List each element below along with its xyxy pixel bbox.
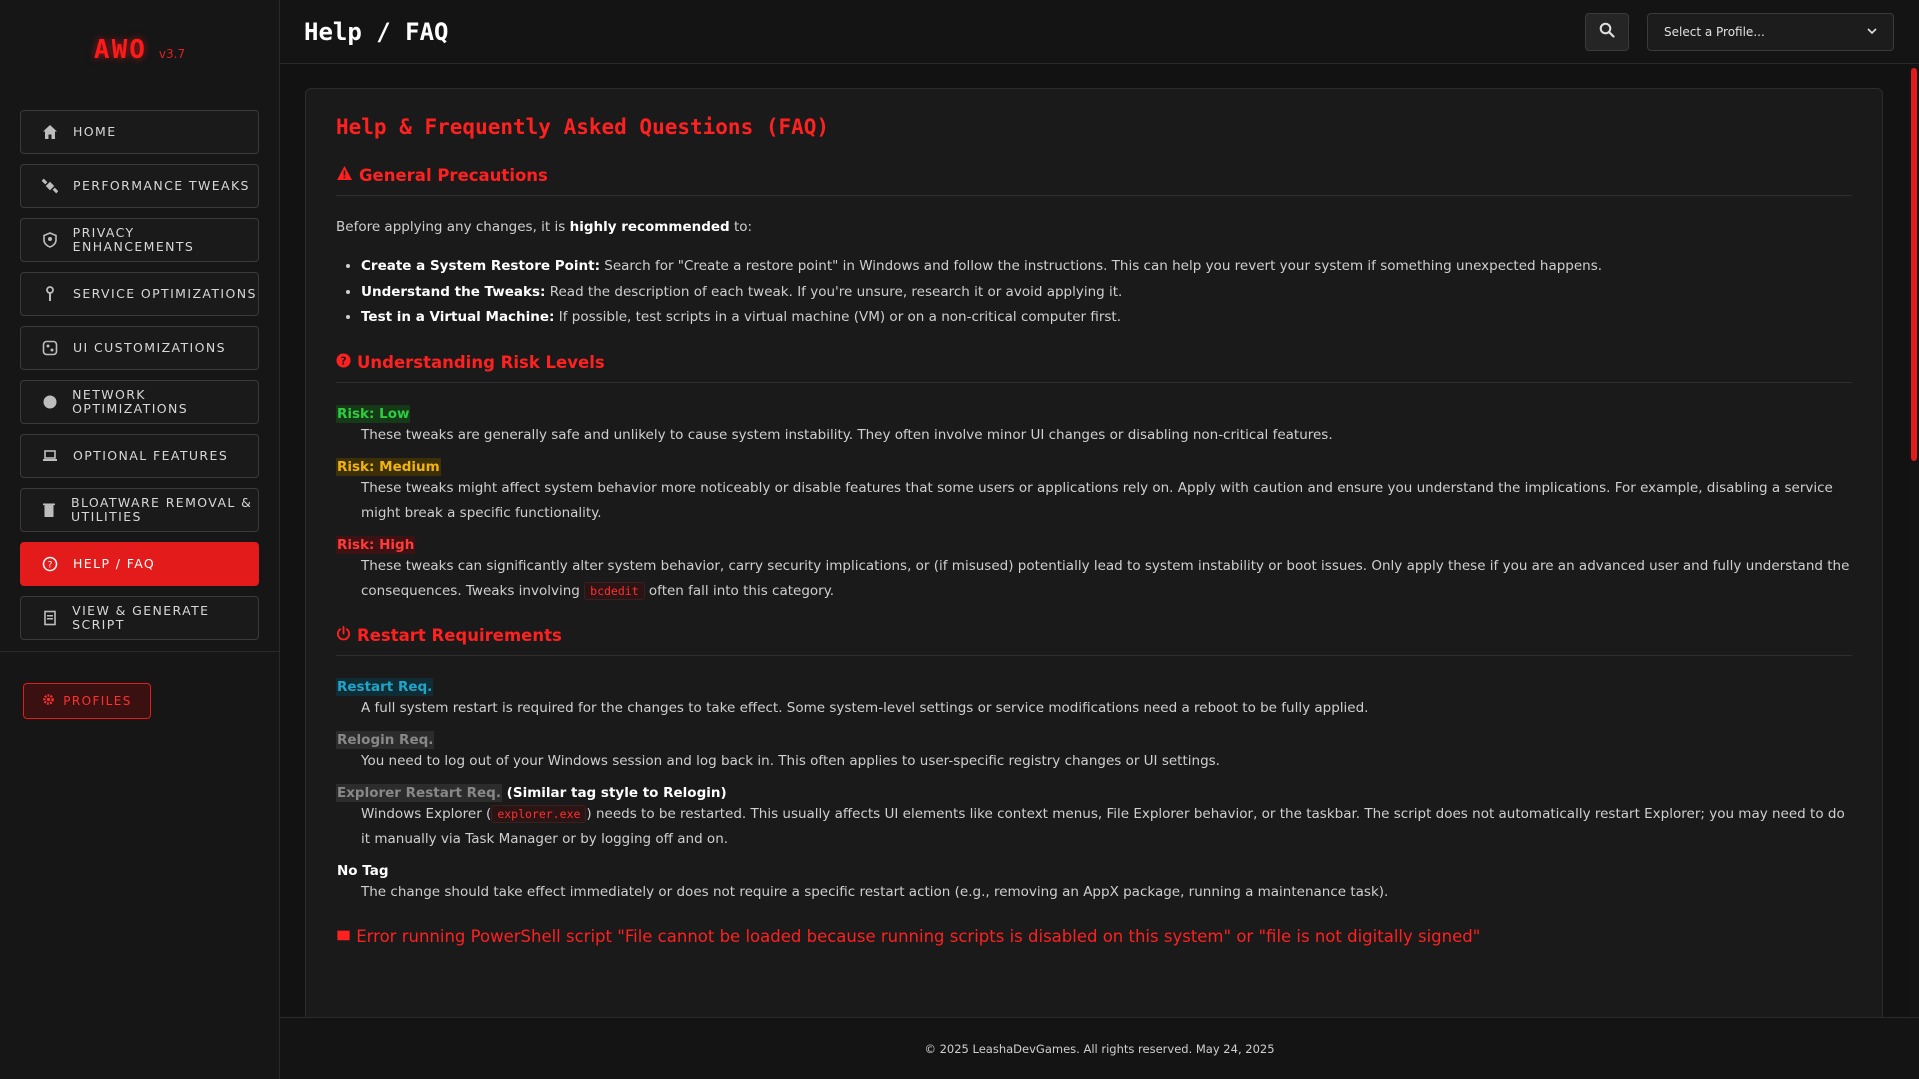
risk-low-tag: Risk: Low bbox=[337, 405, 410, 422]
topbar bbox=[280, 0, 1919, 64]
warning-icon bbox=[336, 165, 353, 185]
sidebar-item-label: UI CUSTOMIZATIONS bbox=[73, 340, 226, 355]
sidebar-divider bbox=[0, 651, 279, 652]
sidebar-item-label: NETWORK OPTIMIZATIONS bbox=[72, 387, 189, 416]
brand bbox=[0, 0, 279, 100]
risk-section bbox=[336, 353, 1852, 604]
restart-section bbox=[336, 626, 1852, 905]
no-tag-label: No Tag bbox=[337, 862, 389, 879]
sidebar-item-help[interactable] bbox=[20, 542, 259, 586]
relogin-req-desc: You need to log out of your Windows session and log back in. This often applies to user-specific registry changes or UI settings. bbox=[361, 752, 1220, 769]
no-tag-term bbox=[336, 860, 1852, 880]
bcdedit-code: bcdedit bbox=[584, 582, 644, 600]
intro-bold: highly recommended bbox=[569, 219, 730, 235]
risk-medium-tag: Risk: Medium bbox=[337, 458, 440, 475]
sidebar-item-label: HELP / FAQ bbox=[73, 556, 156, 571]
wrench-icon bbox=[41, 285, 59, 303]
sidebar-item-label: HOME bbox=[73, 124, 117, 139]
user-shield-icon bbox=[41, 231, 59, 249]
restart-req-tag: Restart Req. bbox=[337, 678, 433, 695]
sidebar-item-bloatware[interactable] bbox=[20, 488, 259, 532]
sidebar-item-performance[interactable] bbox=[20, 164, 259, 208]
faq-card bbox=[305, 88, 1883, 1017]
explorer-exe-code: explorer.exe bbox=[491, 805, 586, 823]
bullet-text: Read the description of each tweak. If you're unsure, research it or avoid applying it. bbox=[545, 283, 1123, 300]
sidebar-item-services[interactable] bbox=[20, 272, 259, 316]
trash-icon bbox=[41, 501, 57, 519]
intro-before: Before applying any changes, it is bbox=[336, 219, 570, 235]
no-tag-desc: The change should take effect immediately or does not require a specific restart action (e.g., removing an AppX package, running a maintenance task). bbox=[361, 883, 1389, 900]
bullet-text: Search for "Create a restore point" in Windows and follow the instructions. This can help you revert your system if something unexpected happens. bbox=[599, 258, 1603, 274]
precautions-intro bbox=[336, 216, 1852, 238]
risk-heading bbox=[336, 353, 1852, 383]
risk-high-text-before: These tweaks can significantly alter system behavior, carry security implications, or (if misused) potentially lead to system instability or boot issues. Only apply these if you are an advanced user and fully understand the consequences. Tweaks involving bbox=[361, 557, 1850, 599]
explorer-req-tag: Explorer Restart Req. bbox=[337, 784, 501, 801]
sidebar-item-label: OPTIONAL FEATURES bbox=[73, 448, 229, 463]
risk-medium-desc: These tweaks might affect system behavior more noticeably or disable features that some users or applications rely on. Apply with caution and ensure you understand the implications. For example, disabling a service might break a specific functionality. bbox=[361, 479, 1833, 521]
sidebar-item-network[interactable] bbox=[20, 380, 259, 424]
search-button[interactable] bbox=[1585, 13, 1629, 51]
content-scroll-area bbox=[280, 65, 1919, 1017]
scrollbar-thumb[interactable] bbox=[1911, 68, 1917, 461]
bullet-bold: Understand the Tweaks: bbox=[361, 283, 546, 300]
sidebar-item-optional[interactable] bbox=[20, 434, 259, 478]
sidebar-item-label: PERFORMANCE TWEAKS bbox=[73, 178, 250, 193]
chevron-down-icon bbox=[1867, 25, 1877, 39]
explorer-req-desc bbox=[336, 802, 1852, 852]
risk-high-term bbox=[336, 534, 1852, 554]
powershell-error-heading-text: Error running PowerShell script "File cannot be loaded because running scripts is disabled on this system" or "file is not digitally signed" bbox=[356, 926, 1481, 946]
relogin-req-tag: Relogin Req. bbox=[337, 731, 434, 748]
sidebar bbox=[0, 0, 280, 1079]
profiles-label: PROFILES bbox=[63, 694, 132, 708]
footer-text: © 2025 LeashaDevGames. All rights reserved. May 24, 2025 bbox=[924, 1041, 1275, 1056]
risk-high-desc bbox=[336, 554, 1852, 604]
explorer-req-term bbox=[336, 782, 1852, 802]
profile-select-value: Select a Profile... bbox=[1664, 25, 1765, 39]
sidebar-item-label: VIEW & GENERATE SCRIPT bbox=[72, 603, 210, 632]
bullet-bold: Create a System Restore Point: bbox=[361, 258, 600, 274]
palette-icon bbox=[41, 339, 59, 357]
explorer-req-note: (Similar tag style to Relogin) bbox=[501, 784, 727, 801]
risk-high-text-after: often fall into this category. bbox=[644, 582, 835, 599]
list-item bbox=[361, 254, 1852, 280]
list-item bbox=[361, 305, 1852, 331]
error-icon bbox=[336, 927, 351, 946]
sidebar-item-privacy[interactable] bbox=[20, 218, 259, 262]
sidebar-nav bbox=[0, 100, 279, 650]
profiles-button[interactable] bbox=[23, 683, 151, 719]
page-title: Help / FAQ bbox=[304, 17, 449, 46]
restart-heading bbox=[336, 626, 1852, 656]
precautions-section bbox=[336, 165, 1852, 331]
precautions-heading bbox=[336, 165, 1852, 196]
home-icon bbox=[41, 123, 59, 141]
sidebar-item-label: BLOATWARE REMOVAL & UTILITIES bbox=[71, 495, 253, 524]
question-circle-icon bbox=[41, 555, 59, 573]
profile-select[interactable] bbox=[1647, 13, 1894, 51]
question-circle-icon bbox=[336, 353, 351, 372]
restart-req-desc: A full system restart is required for the changes to take effect. Some system-level settings or service modifications need a reboot to be fully applied. bbox=[361, 699, 1369, 716]
restart-heading-text: Restart Requirements bbox=[357, 625, 562, 645]
sidebar-item-label: SERVICE OPTIMIZATIONS bbox=[73, 286, 257, 301]
svg-text:?: ? bbox=[340, 354, 347, 367]
risk-high-tag: Risk: High bbox=[337, 536, 415, 553]
list-item bbox=[361, 280, 1852, 306]
sidebar-item-label: PRIVACY ENHANCEMENTS bbox=[72, 225, 195, 254]
precautions-heading-text: General Precautions bbox=[359, 165, 548, 185]
bullet-bold: Test in a Virtual Machine: bbox=[361, 309, 555, 325]
faq-title: Help & Frequently Asked Questions (FAQ) bbox=[336, 115, 830, 139]
brand-logo: AWO bbox=[93, 35, 147, 65]
bullet-text: If possible, test scripts in a virtual machine (VM) or on a non-critical computer first. bbox=[554, 309, 1122, 325]
powershell-error-heading bbox=[336, 927, 1852, 946]
precautions-list bbox=[361, 254, 1852, 331]
main-area bbox=[280, 0, 1919, 1079]
risk-medium-term bbox=[336, 456, 1852, 476]
sidebar-item-script[interactable] bbox=[20, 596, 259, 640]
footer bbox=[280, 1017, 1919, 1079]
explorer-text-after: ) needs to be restarted. This usually affects UI elements like context menus, File Explorer behavior, or the taskbar. The script does not automatically restart Explorer; you may need to do it manually via Task Manager or by logging off and on. bbox=[361, 805, 1845, 847]
laptop-icon bbox=[41, 447, 59, 465]
gear-icon bbox=[42, 693, 55, 709]
explorer-text-before: Windows Explorer ( bbox=[361, 805, 492, 822]
search-icon bbox=[1599, 22, 1615, 42]
relogin-req-term bbox=[336, 729, 1852, 749]
svg-text:?: ? bbox=[47, 560, 53, 571]
power-icon bbox=[336, 626, 351, 645]
satellite-icon bbox=[41, 177, 59, 195]
risk-heading-text: Understanding Risk Levels bbox=[357, 352, 605, 372]
content-scrollbar[interactable] bbox=[1909, 65, 1919, 1017]
restart-req-term bbox=[336, 676, 1852, 696]
sidebar-item-ui[interactable] bbox=[20, 326, 259, 370]
risk-low-desc: These tweaks are generally safe and unlikely to cause system instability. They often involve minor UI changes or disabling non-critical features. bbox=[361, 426, 1333, 443]
globe-icon bbox=[41, 393, 58, 411]
risk-low-term bbox=[336, 403, 1852, 423]
brand-version: v3.7 bbox=[158, 47, 186, 61]
intro-after: to: bbox=[729, 219, 753, 235]
file-code-icon bbox=[41, 609, 58, 627]
sidebar-item-home[interactable] bbox=[20, 110, 259, 154]
